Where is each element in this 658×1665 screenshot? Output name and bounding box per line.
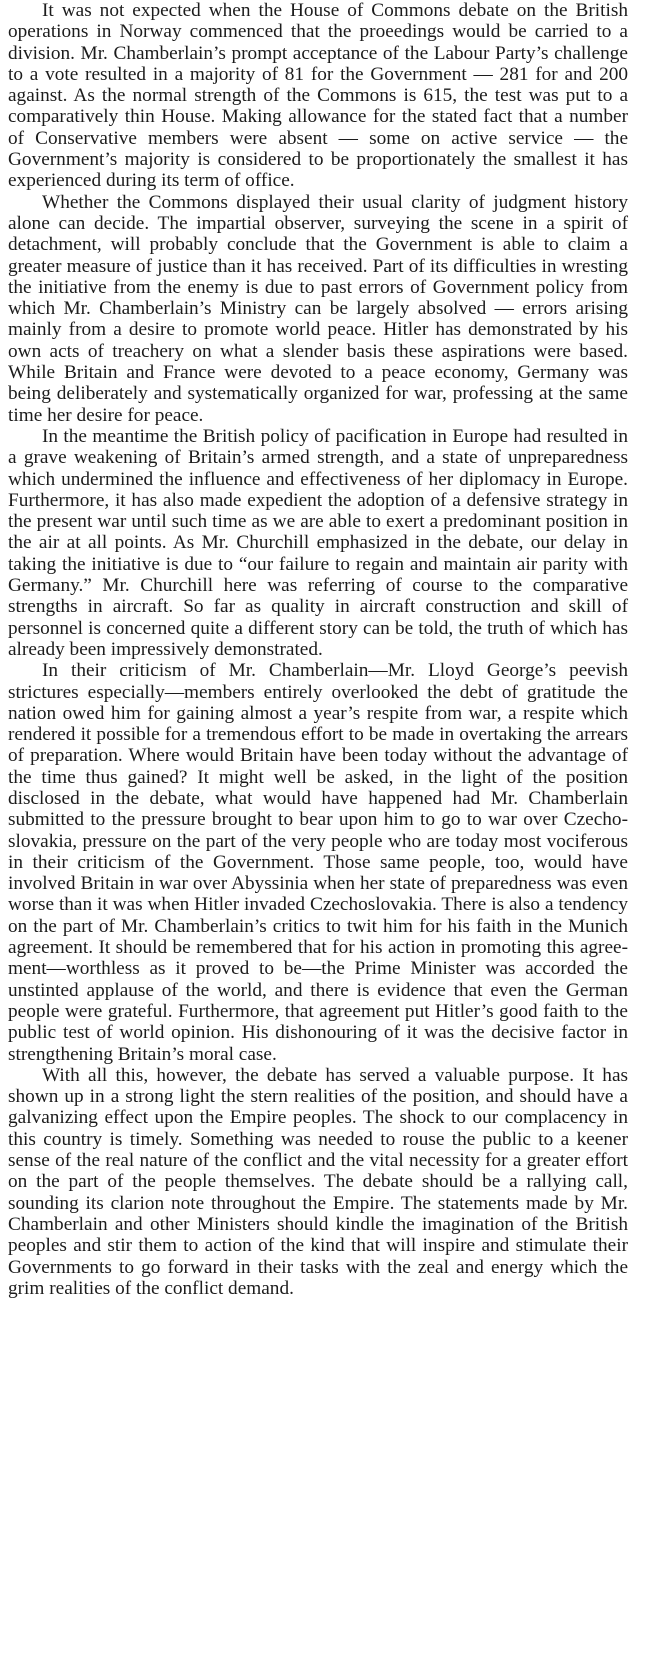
- paragraph-4: In their criticism of Mr. Chamberlain—Mr. Lloyd George’s peevish strictures especially—members entirely overlooked the debt of gratitude the nation owed him for gaining almost a year’s respite from war, a respite which rendered it possible for a tremendous effort to be made in overtaking the arrears of preparation. Where would Britain have been today without the advantage of the time thus gained? It might well be asked, in the light of the position disclosed in the debate, what would have happened had Mr. Chamberlain submitted to the pressure brought to bear upon him to go to war over Czechoslovakia, pressure on the part of the very people who are today most vociferous in their criticism of the Government. Those same people, too, would have involved Britain in war over Abyssinia when her state of preparedness was even worse than it was when Hitler invaded Czechoslovakia. There is also a tendency on the part of Mr. Chamberlain’s critics to twit him for his faith in the Munich agreement. It should be remembered that for his action in promoting this agreement—worthless as it proved to be—the Prime Minister was accorded the unstinted applause of the world, and there is evidence that even the German people were grateful. Furthermore, that agreement put Hitler’s good faith to the public test of world opinion. His dishonouring of it was the decisive factor in strengthening Britain’s moral case.: [8, 660, 628, 1065]
- paragraph-5: With all this, however, the debate has served a valuable purpose. It has shown up in a strong light the stern realities of the position, and should have a galvanizing effect upon the Empire peoples. The shock to our complacency in this country is timely. Something was needed to rouse the public to a keener sense of the real nature of the conflict and the vital necessity for a greater effort on the part of the people themselves. The debate should be a rallying call, sounding its clarion note throughout the Empire. The statements made by Mr. Chamberlain and other Ministers should kindle the imagination of the British peoples and stir them to action of the kind that will inspire and stimulate their Governments to go forward in their tasks with the zeal and energy which the grim realities of the conflict demand.: [8, 1064, 628, 1299]
- paragraph-3: In the meantime the British policy of pacification in Europe had resulted in a grave weakening of Britain’s armed strength, and a state of unpreparedness which undermined the influence and effectiveness of her diplomacy in Europe. Furthermore, it has also made expedient the adoption of a defensive strategy in the present war until such time as we are able to exert a predominant position in the air at all points. As Mr. Churchill emphasized in the debate, our delay in taking the initiative is due to “our failure to regain and maintain air parity with Germany.” Mr. Churchill here was referring of course to the comparative strengths in aircraft. So far as quality in aircraft construction and skill of personnel is concerned quite a different story can be told, the truth of which has already been impressively demonstrated.: [8, 425, 628, 660]
- paragraph-2: Whether the Commons displayed their usual clarity of judgment history alone can decide. The impartial observer, surveying the scene in a spirit of detachment, will probably conclude that the Government is able to claim a greater measure of justice than it has received. Part of its difficulties in wresting the initiative from the enemy is due to past errors of Government policy from which Mr. Chamberlain’s Ministry can be largely absolved — errors arising mainly from a desire to promote world peace. Hitler has demonstrated by his own acts of treachery on what a slender basis these aspirations were based. While Britain and France were devoted to a peace economy, Germany was being deliberately and systematically organized for war, professing at the same time her desire for peace.: [8, 191, 628, 426]
- paragraph-1: It was not expected when the House of Commons debate on the British operations in Norway commenced that the proeedings would be carried to a division. Mr. Chamberlain’s prompt acceptance of the Labour Party’s challenge to a vote resulted in a majority of 81 for the Government — 281 for and 200 against. As the normal strength of the Commons is 615, the test was put to a comparatively thin House. Making allowance for the stated fact that a number of Conservative members were absent — some on active service — the Government’s majority is considered to be proportionately the smallest it has experienced during its term of office.: [8, 0, 628, 192]
- article-page: [8, 0, 628, 1299]
